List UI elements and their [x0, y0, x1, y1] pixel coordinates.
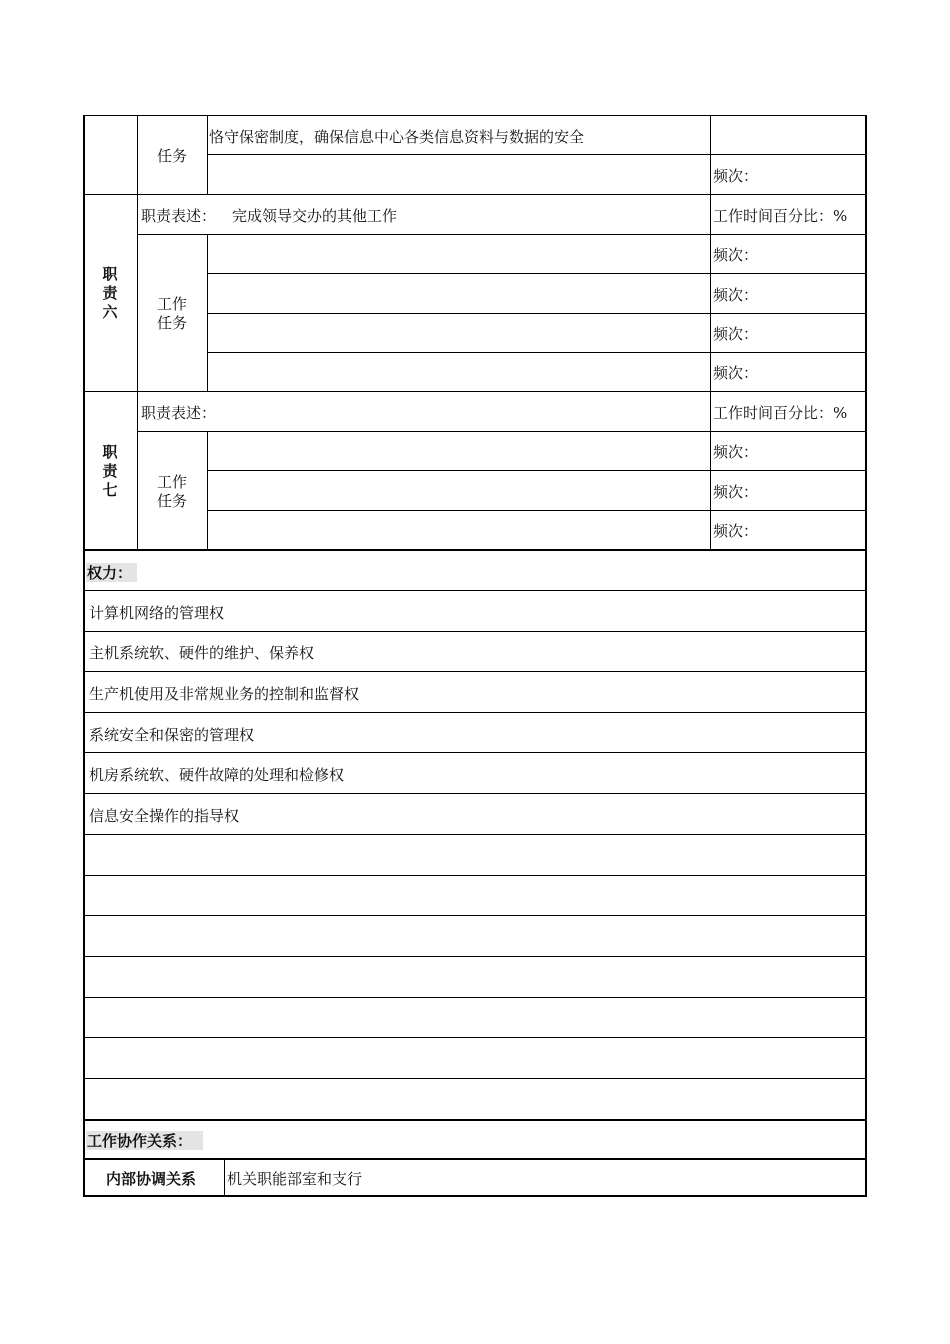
- row-line: [83, 1078, 866, 1079]
- row-line: [83, 712, 866, 713]
- power-item: 机房系统软、硬件故障的处理和检修权: [89, 766, 345, 784]
- duty6-desc-text: 完成领导交办的其他工作: [232, 207, 398, 225]
- section-divider: [83, 549, 867, 551]
- duty6-freq: 频次：: [713, 286, 759, 304]
- row-line: [83, 1158, 867, 1160]
- row-line: [207, 154, 866, 155]
- col-line-duty-label: [137, 115, 138, 550]
- power-item: 生产机使用及非常规业务的控制和监督权: [89, 685, 360, 703]
- cooperation-header: 工作协作关系：: [87, 1132, 193, 1150]
- duty7-freq: 频次：: [713, 443, 759, 461]
- duty6-freq: 频次：: [713, 246, 759, 264]
- duty7-time-percentage: 工作时间百分比：%: [713, 404, 848, 422]
- duty6-label: 职 责 六: [102, 265, 118, 321]
- row-line: [83, 956, 866, 957]
- col-line-task-label: [207, 431, 208, 550]
- row-line: [83, 997, 866, 998]
- row-line: [83, 834, 866, 835]
- row-line: [137, 234, 866, 235]
- col-line-coop: [224, 1158, 225, 1196]
- internal-coordination-label: 内部协调关系: [106, 1170, 197, 1188]
- row-line: [83, 194, 866, 195]
- row-line: [83, 1037, 866, 1038]
- duty6-task-label: 工作 任务: [157, 295, 188, 332]
- duty5-task-text: 恪守保密制度，确保信息中心各类信息资料与数据的安全: [209, 128, 585, 146]
- duty6-desc-label: 职责表述：: [141, 207, 217, 225]
- col-line-freq: [710, 115, 711, 550]
- row-line: [207, 510, 866, 511]
- table-border-top: [83, 115, 867, 116]
- power-item: 系统安全和保密的管理权: [89, 726, 255, 744]
- row-line: [83, 590, 866, 591]
- row-line: [83, 875, 866, 876]
- duty5-task-freq: 频次：: [713, 167, 759, 185]
- duty6-freq: 频次：: [713, 364, 759, 382]
- duty6-time-percentage: 工作时间百分比：%: [713, 207, 848, 225]
- duty7-label: 职 责 七: [102, 443, 118, 499]
- duty7-freq: 频次：: [713, 483, 759, 501]
- row-line: [207, 273, 866, 274]
- power-item: 信息安全操作的指导权: [89, 807, 240, 825]
- row-line: [207, 313, 866, 314]
- duty7-freq: 频次：: [713, 522, 759, 540]
- row-line: [83, 631, 866, 632]
- power-item: 计算机网络的管理权: [89, 604, 225, 622]
- duty7-task-label: 工作 任务: [157, 473, 188, 510]
- row-line: [207, 470, 866, 471]
- row-line: [83, 915, 866, 916]
- power-item: 主机系统软、硬件的维护、保养权: [89, 644, 315, 662]
- duty6-freq: 频次：: [713, 325, 759, 343]
- duty7-desc-label: 职责表述：: [141, 404, 217, 422]
- power-header: 权力：: [87, 564, 133, 582]
- duty5-task-label: 任务: [157, 147, 188, 165]
- row-line: [83, 671, 866, 672]
- internal-coordination-value: 机关职能部室和支行: [227, 1170, 363, 1188]
- section-divider: [83, 1119, 867, 1121]
- row-line: [83, 793, 866, 794]
- table-border-right: [865, 115, 867, 1197]
- row-line: [207, 352, 866, 353]
- table-border-bottom: [83, 1195, 867, 1197]
- table-border-left: [83, 115, 85, 1197]
- row-line: [83, 391, 866, 392]
- row-line: [83, 752, 866, 753]
- row-line: [137, 431, 866, 432]
